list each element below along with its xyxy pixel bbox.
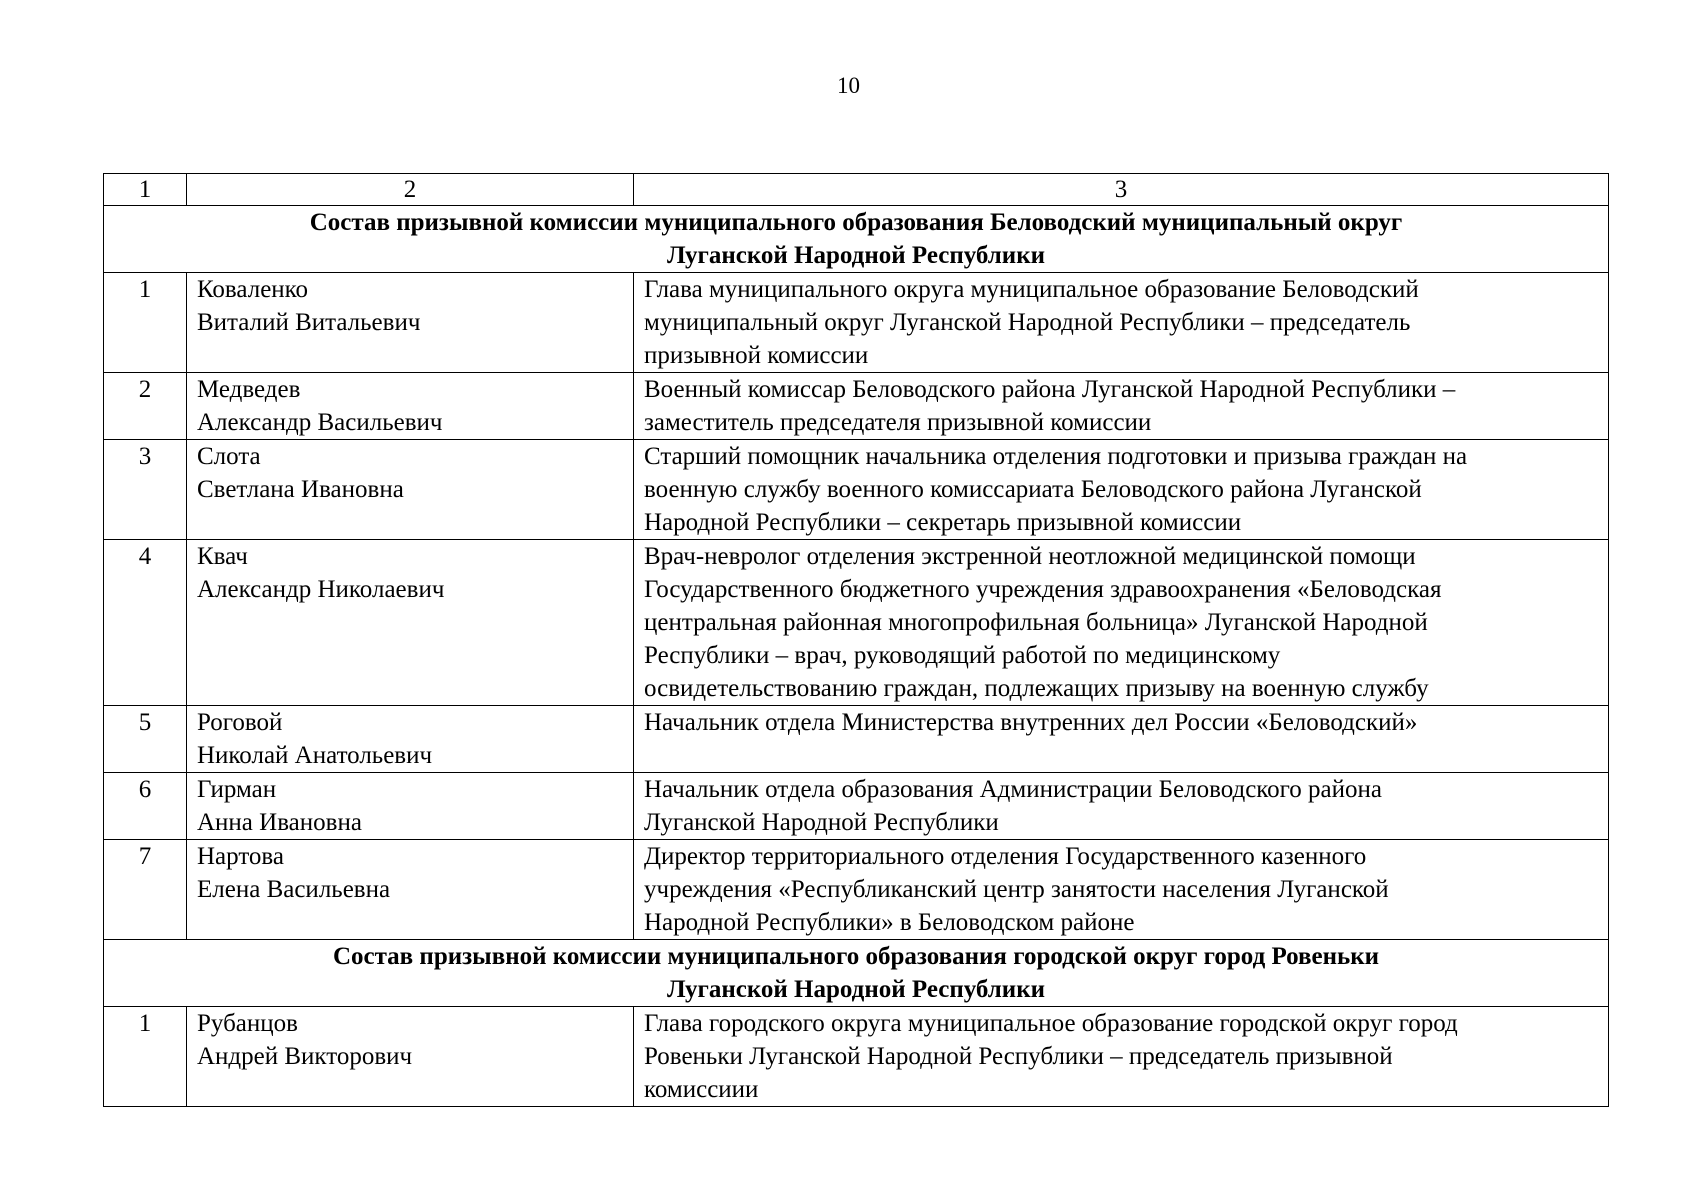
row-number: 3 bbox=[104, 440, 187, 540]
member-name-cell bbox=[187, 840, 634, 940]
member-position-line: освидетельствованию граждан, подлежащих призыву на военную службу bbox=[644, 675, 1429, 702]
member-position-line: учреждения «Республиканский центр занятости населения Луганской bbox=[644, 876, 1389, 903]
member-name-cell bbox=[187, 1007, 634, 1107]
member-given-name: Александр Васильевич bbox=[197, 409, 443, 436]
table-row bbox=[104, 440, 1609, 540]
member-surname: Нартова bbox=[197, 843, 284, 870]
row-number: 5 bbox=[104, 706, 187, 773]
table-row bbox=[104, 840, 1609, 940]
member-position-line: военную службу военного комиссариата Беловодского района Луганской bbox=[644, 476, 1422, 503]
member-given-name: Александр Николаевич bbox=[197, 576, 445, 603]
row-number: 7 bbox=[104, 840, 187, 940]
member-position-line: Военный комиссар Беловодского района Луганской Народной Республики – bbox=[644, 376, 1456, 403]
member-given-name: Анна Ивановна bbox=[197, 809, 362, 836]
section-heading bbox=[104, 940, 1609, 1007]
member-position-line: Директор территориального отделения Государственного казенного bbox=[644, 843, 1367, 870]
table-row bbox=[104, 706, 1609, 773]
member-position-line: Республики – врач, руководящий работой по медицинскому bbox=[644, 642, 1281, 669]
member-name-cell bbox=[187, 773, 634, 840]
member-surname: Рубанцов bbox=[197, 1010, 298, 1037]
member-position-cell bbox=[634, 840, 1609, 940]
member-position-line: Народной Республики» в Беловодском районе bbox=[644, 909, 1135, 936]
member-position-line: комиссиии bbox=[644, 1076, 759, 1103]
row-number: 2 bbox=[104, 373, 187, 440]
member-name-cell bbox=[187, 440, 634, 540]
row-number: 4 bbox=[104, 540, 187, 706]
section-heading-line: Луганской Народной Республики bbox=[666, 976, 1046, 1003]
section-heading bbox=[104, 206, 1609, 273]
member-surname: Квач bbox=[197, 543, 248, 570]
table-row bbox=[104, 540, 1609, 706]
member-position-cell bbox=[634, 1007, 1609, 1107]
table-row bbox=[104, 273, 1609, 373]
member-given-name: Елена Васильевна bbox=[197, 876, 391, 903]
table-row bbox=[104, 1007, 1609, 1107]
member-given-name: Виталий Витальевич bbox=[197, 309, 421, 336]
section-heading-row bbox=[104, 940, 1609, 1007]
member-surname: Роговой bbox=[197, 709, 283, 736]
member-position-line: Начальник отдела Министерства внутренних дел России «Беловодский» bbox=[644, 709, 1418, 736]
member-position-line: Государственного бюджетного учреждения здравоохранения «Беловодская bbox=[644, 576, 1442, 603]
section-heading-line: Состав призывной комиссии муниципального образования городской округ город Ровеньки bbox=[332, 943, 1380, 970]
member-name-cell bbox=[187, 273, 634, 373]
member-position-line: Народной Республики – секретарь призывной комиссии bbox=[644, 509, 1242, 536]
member-name-cell bbox=[187, 373, 634, 440]
member-name-cell bbox=[187, 540, 634, 706]
column-number-1: 1 bbox=[104, 174, 187, 206]
member-position-line: призывной комиссии bbox=[644, 342, 869, 369]
member-position-line: центральная районная многопрофильная больница» Луганской Народной bbox=[644, 609, 1428, 636]
member-surname: Коваленко bbox=[197, 276, 309, 303]
column-number-2: 2 bbox=[187, 174, 634, 206]
member-surname: Медведев bbox=[197, 376, 301, 403]
section-heading-line: Состав призывной комиссии муниципального образования Беловодский муниципальный округ bbox=[309, 209, 1403, 236]
table-body bbox=[104, 174, 1609, 1107]
member-position-line: Старший помощник начальника отделения подготовки и призыва граждан на bbox=[644, 443, 1468, 470]
member-position-line: Начальник отдела образования Администрации Беловодского района bbox=[644, 776, 1383, 803]
member-position-cell bbox=[634, 706, 1609, 773]
column-number-3: 3 bbox=[634, 174, 1609, 206]
member-position-cell bbox=[634, 273, 1609, 373]
member-given-name: Андрей Викторович bbox=[197, 1043, 413, 1070]
member-surname: Гирман bbox=[197, 776, 277, 803]
member-position-cell bbox=[634, 440, 1609, 540]
member-given-name: Светлана Ивановна bbox=[197, 476, 404, 503]
member-position-line: муниципальный округ Луганской Народной Республики – председатель bbox=[644, 309, 1411, 336]
member-position-line: Глава городского округа муниципальное образование городской округ город bbox=[644, 1010, 1458, 1037]
page-number: 10 bbox=[837, 73, 860, 98]
table-row bbox=[104, 773, 1609, 840]
member-position-cell bbox=[634, 373, 1609, 440]
column-number-row bbox=[104, 174, 1609, 206]
member-position-line: Ровеньки Луганской Народной Республики – председатель призывной bbox=[644, 1043, 1393, 1070]
member-position-cell bbox=[634, 773, 1609, 840]
row-number: 1 bbox=[104, 273, 187, 373]
section-heading-row bbox=[104, 206, 1609, 273]
member-position-line: Врач-невролог отделения экстренной неотложной медицинской помощи bbox=[644, 543, 1416, 570]
table-row bbox=[104, 373, 1609, 440]
member-position-cell bbox=[634, 540, 1609, 706]
commission-table bbox=[103, 173, 1609, 1107]
member-name-cell bbox=[187, 706, 634, 773]
section-heading-line: Луганской Народной Республики bbox=[666, 242, 1046, 269]
member-surname: Слота bbox=[197, 443, 261, 470]
row-number: 6 bbox=[104, 773, 187, 840]
member-position-line: заместитель председателя призывной комиссии bbox=[644, 409, 1152, 436]
member-position-line: Глава муниципального округа муниципальное образование Беловодский bbox=[644, 276, 1419, 303]
member-given-name: Николай Анатольевич bbox=[197, 742, 433, 769]
member-position-line: Луганской Народной Республики bbox=[644, 809, 999, 836]
row-number: 1 bbox=[104, 1007, 187, 1107]
